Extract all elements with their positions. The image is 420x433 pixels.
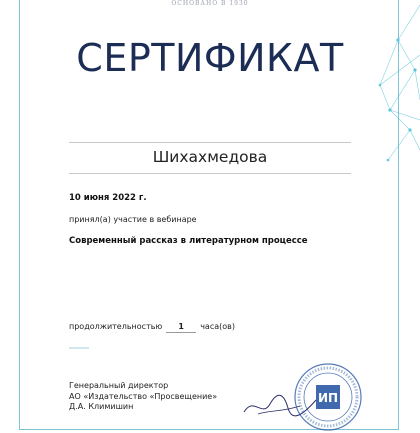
- founded-caption: ОСНОВАНО В 1930: [171, 0, 249, 7]
- stamp-logo: ИП: [317, 391, 339, 405]
- signer-company: АО «Издательство «Просвещение»: [69, 391, 218, 401]
- event-title: Современный рассказ в литературном процессе: [69, 236, 308, 246]
- name-divider-1: [69, 142, 351, 143]
- accent-line: [69, 347, 89, 349]
- event-date: 10 июня 2022 г.: [69, 193, 147, 203]
- signer-position: Генеральный директор: [69, 381, 169, 390]
- participation-text: принял(а) участие в вебинаре: [69, 215, 197, 224]
- recipient-last-name: Шихахмедова: [152, 148, 268, 166]
- certificate-title: СЕРТИФИКАТ: [76, 36, 344, 80]
- duration-unit: часа(ов): [200, 322, 235, 331]
- duration-line: [69, 322, 235, 333]
- duration-hours: 1: [166, 322, 196, 333]
- signer-name: Д.А. Климишин: [69, 402, 134, 411]
- signer-block: [69, 381, 217, 413]
- company-stamp: [292, 361, 364, 433]
- duration-label: продолжительностью: [69, 322, 163, 331]
- name-divider-2: [69, 173, 351, 174]
- decorative-network-graphic: [360, 0, 420, 180]
